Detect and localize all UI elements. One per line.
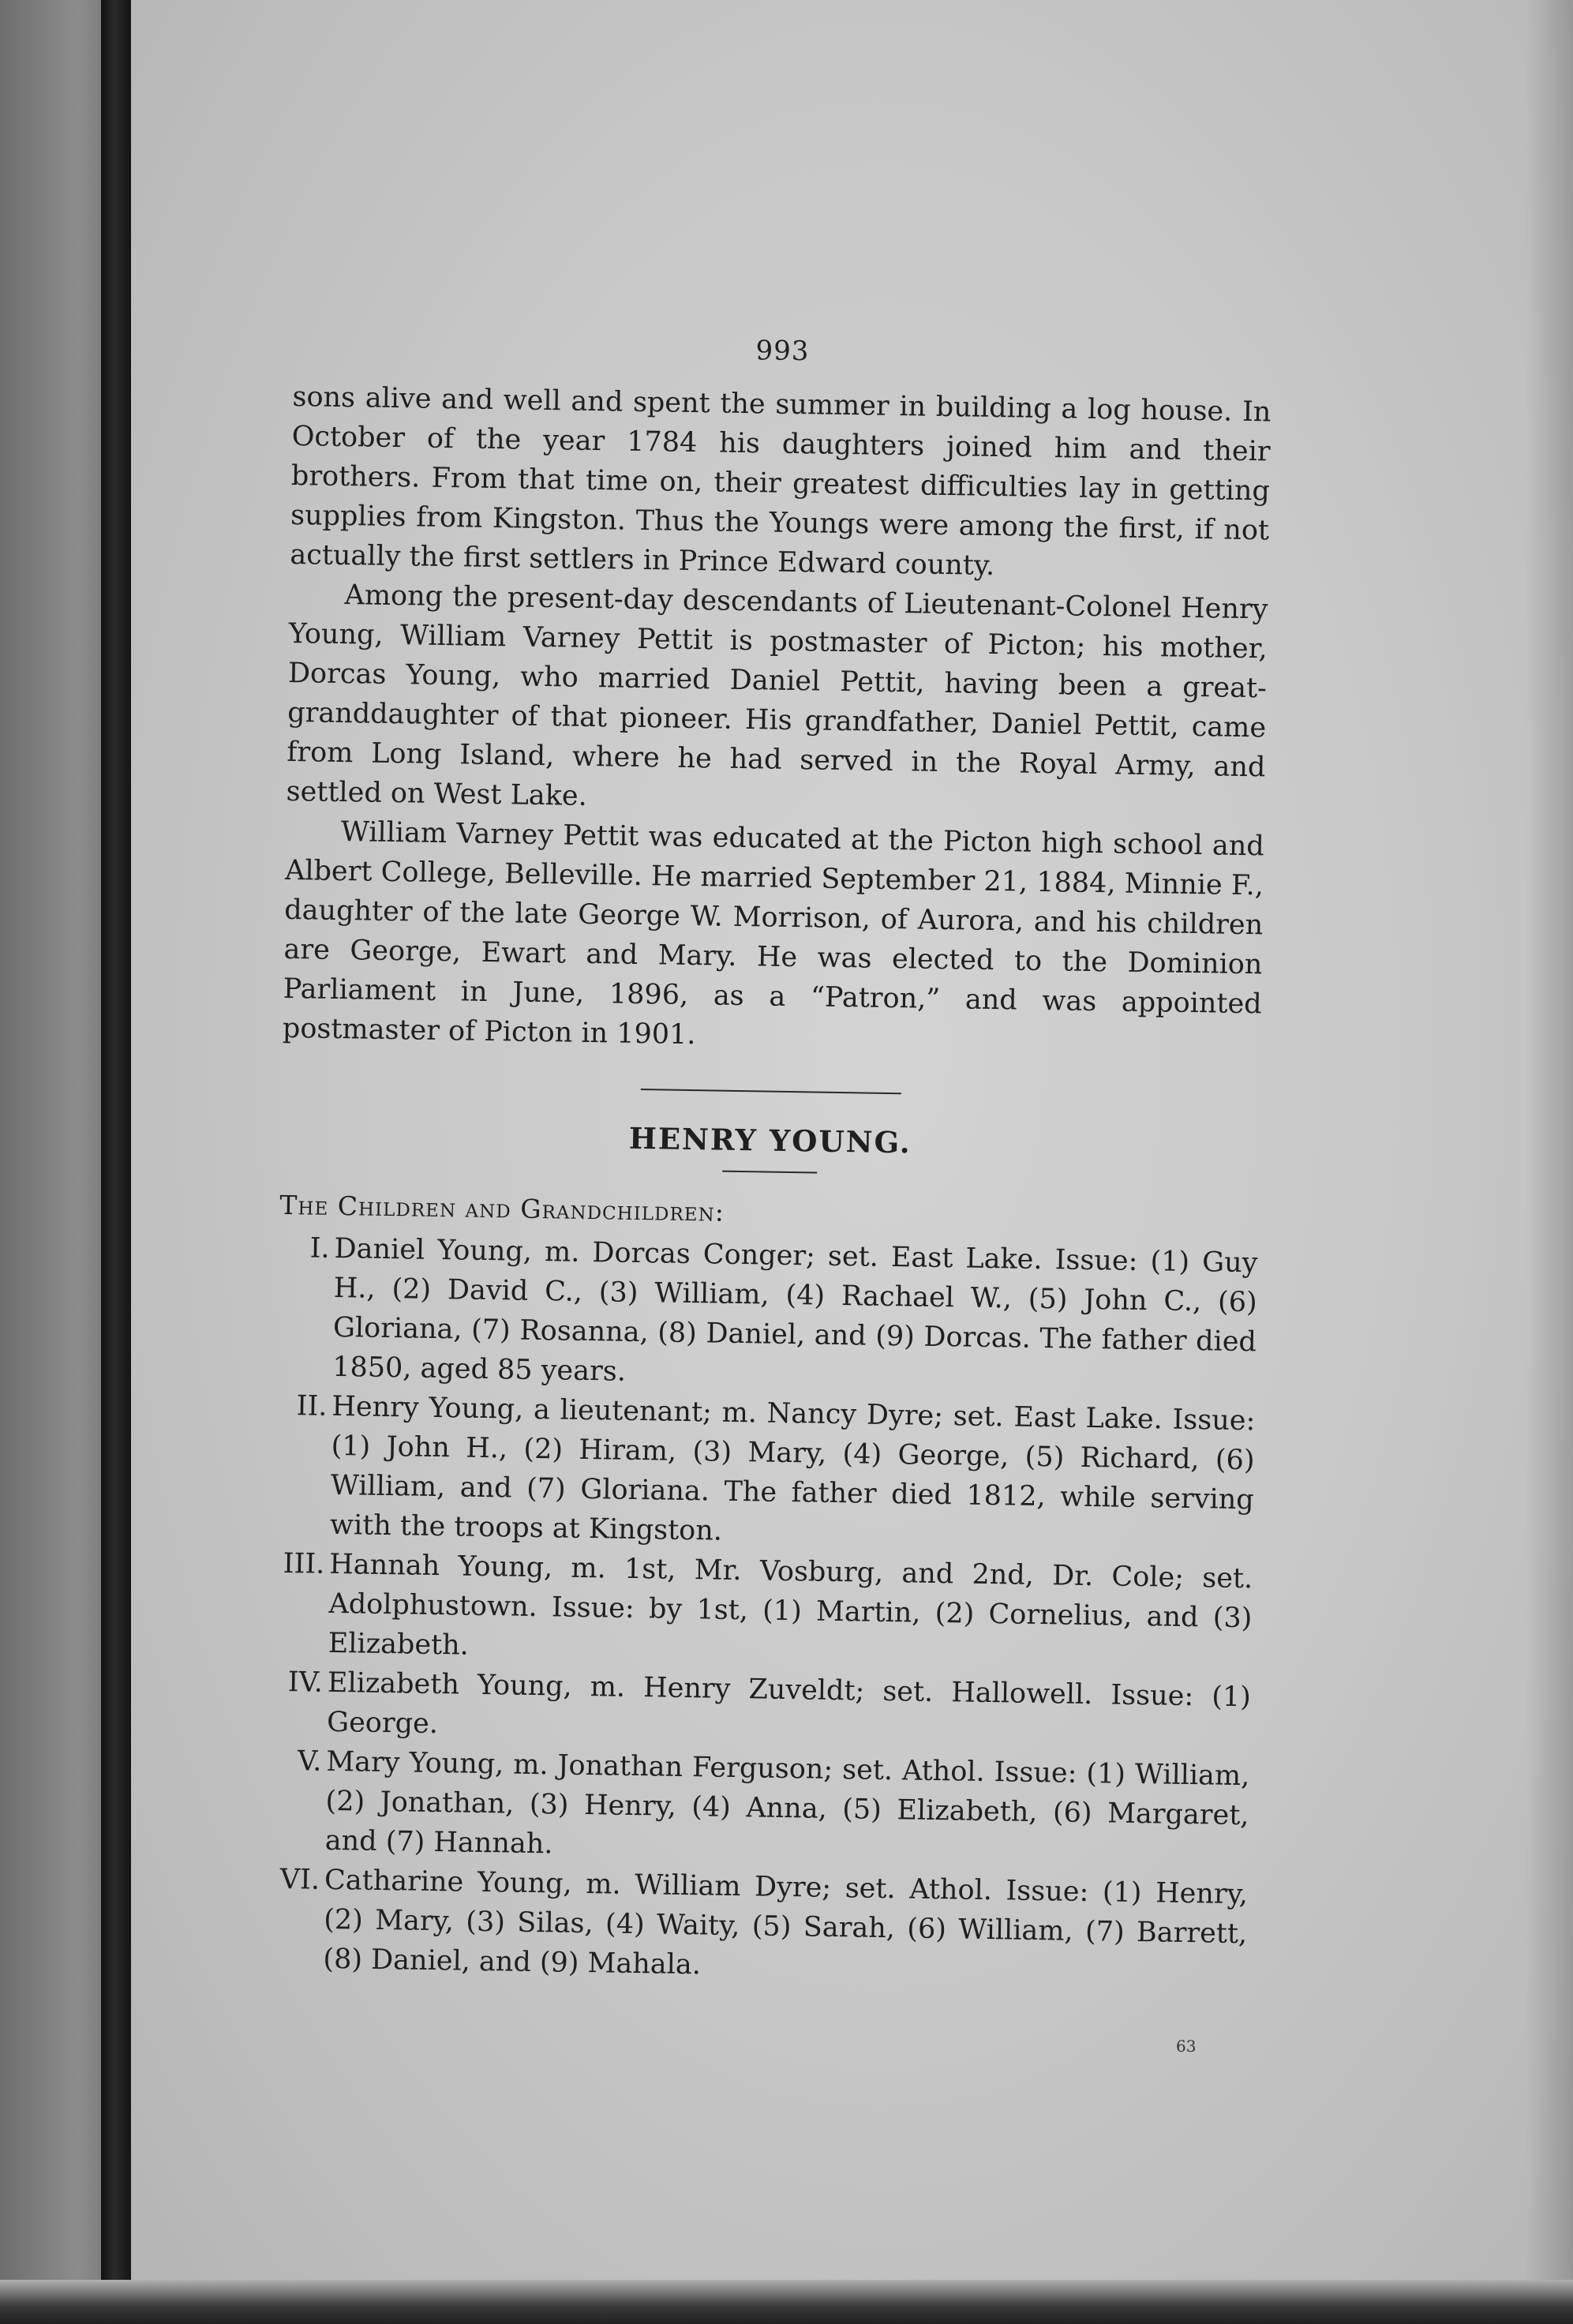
entry-text: Hannah Young, m. 1st, Mr. Vosburg, and 2nd, Dr. Cole; set. Adolphustown. Issue: by 1st, (1) Martin, (2) Cornelius, and (3) Elizabeth. (328, 1548, 1253, 1662)
genealogy-entry (277, 1228, 1258, 1401)
paragraph-3: William Varney Pettit was educated at the Picton high school and Albert College, Belleville. He married September 21, 1884, Minnie F., daughter of the late George W. Morrison, of Aurora, and his children are George, Ewart and Mary. He was elected to the Dominion Parliament in June, 1896, as a “Patron,” and was appointed postmaster of Picton in 1901. (282, 816, 1265, 1051)
section-subheading: The Children and Grandchildren: (279, 1189, 725, 1228)
entry-text: Mary Young, m. Jonathan Ferguson; set. Athol. Issue: (1) William, (2) Jonathan, (3) Henry, (4) Anna, (5) Elizabeth, (6) Margaret, and (7) Hannah. (324, 1745, 1250, 1861)
bottom-scan-border (0, 2280, 1573, 2324)
paragraph-2: Among the present-day descendants of Lieutenant-Colonel Henry Young, William Varney Pettit is postmaster of Picton; his mother, Dorcas Young, who married Daniel Pettit, having been a great-granddaughter of that pioneer. His grandfather, Daniel Pettit, came from Long Island, where he had served in the Royal Army, and settled on West Lake. (286, 579, 1268, 812)
entry-text: Henry Young, a lieutenant; m. Nancy Dyre; set. East Lake. Issue: (1) John H., (2) Hiram, (3) Mary, (4) George, (5) Richard, (6) William, and (7) Gloriana. The father died 1812, while serving with the troops at Kingston. (329, 1390, 1256, 1547)
entry-text: Daniel Young, m. Dorcas Conger; set. East Lake. Issue: (1) Guy H., (2) David C., (3) William, (4) Rachael W., (5) John C., (6) Gloriana, (7) Rosanna, (8) Daniel, and (9) Dorcas. The father died 1850, aged 85 years. (331, 1232, 1258, 1388)
page-content (268, 324, 1272, 1993)
entry-text: Elizabeth Young, m. Henry Zuveldt; set. Hallowell. Issue: (1) George. (326, 1666, 1252, 1741)
entry-numeral: VI. (279, 1863, 320, 1896)
entry-numeral: III. (283, 1547, 325, 1580)
printer-signature-mark: 63 (1176, 2037, 1197, 2056)
paragraph-1: sons alive and well and spent the summer in building a log house. In October of the year 1784 his daughters joined him and their brothers. From that time on, their greatest difficulties lay in getting supplies from Kingston. Thus the Youngs were among the first, if not actually the first settlers in Prince Edward county. (290, 380, 1272, 582)
section-title: HENRY YOUNG. (628, 1120, 912, 1160)
entry-numeral: V. (297, 1745, 322, 1778)
genealogy-entry (272, 1662, 1251, 1756)
genealogy-entry (272, 1544, 1253, 1677)
entry-text: Catharine Young, m. William Dyre; set. Athol. Issue: (1) Henry, (2) Mary, (3) Silas, (4) Waity, (5) Sarah, (6) William, (7) Barrett, (8) Daniel, and (9) Mahala. (323, 1864, 1249, 1981)
genealogy-entry (268, 1860, 1248, 1993)
book-spine-shadow (101, 0, 131, 2324)
page-edge-shadow (1526, 0, 1573, 2324)
entry-numeral: I. (309, 1232, 330, 1265)
genealogy-entry (269, 1741, 1249, 1875)
facing-page-edge (0, 0, 110, 2324)
genealogy-entry (275, 1386, 1256, 1559)
section-divider (641, 1089, 901, 1094)
page-number: 993 (755, 335, 810, 368)
entry-numeral: II. (296, 1390, 328, 1423)
title-underline (722, 1171, 817, 1174)
entry-numeral: IV. (287, 1666, 324, 1699)
